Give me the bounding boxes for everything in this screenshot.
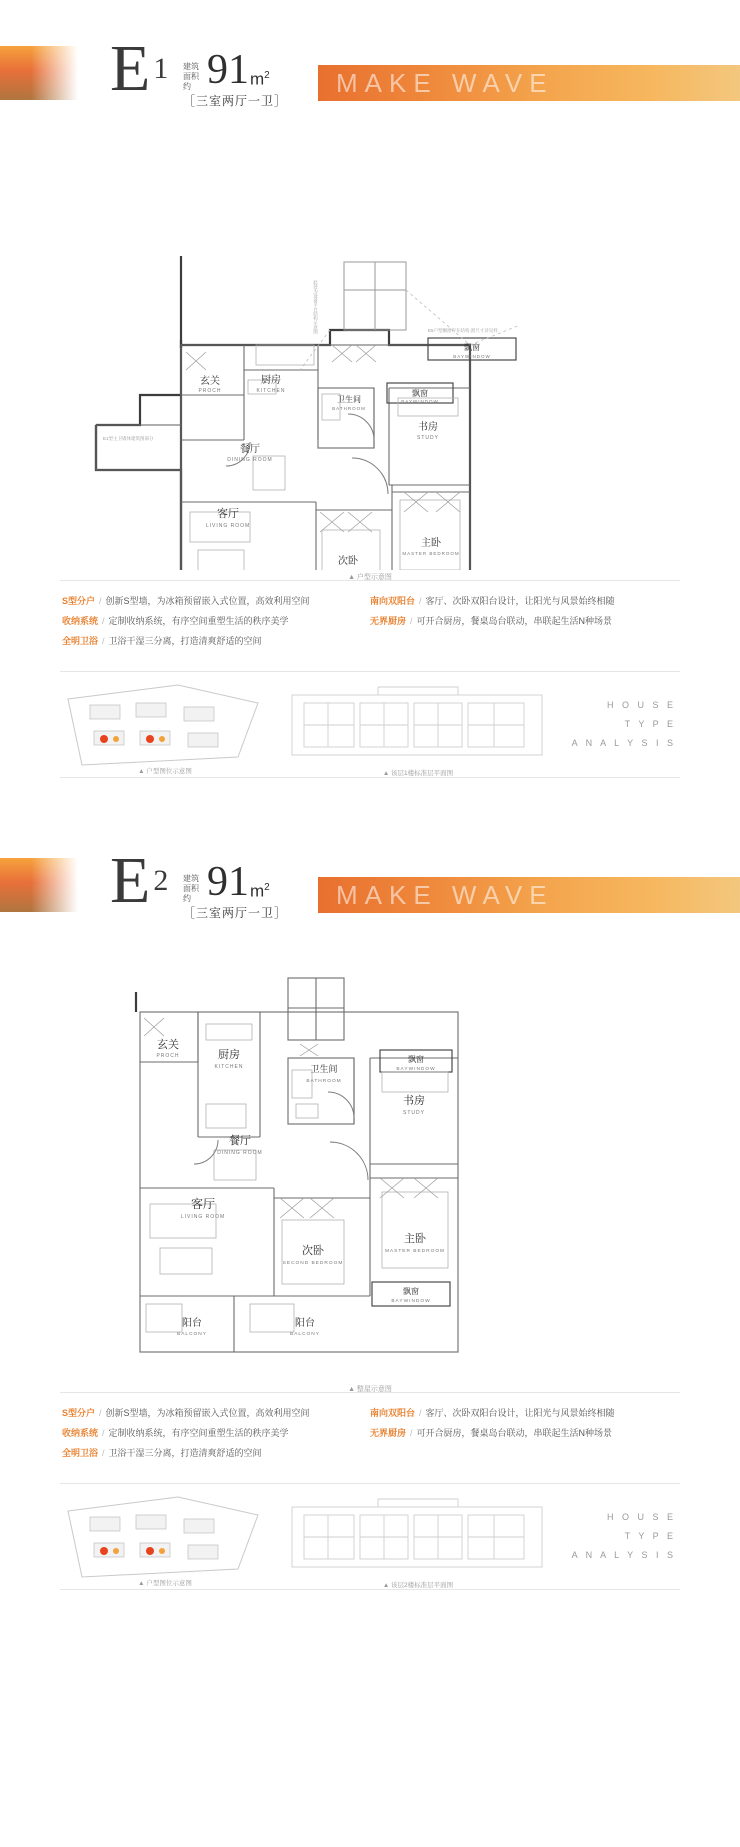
svg-text:厨房: 厨房 [261,375,281,386]
svg-text:玄关: 玄关 [200,376,220,387]
svg-text:主卧: 主卧 [404,1233,426,1245]
site-position-caption: ▲ 户型图位示意图 [138,767,192,775]
feature-value: 可开合厨房，餐桌岛台联动，串联起生活N种场景 [416,616,613,626]
svg-text:E5户型飘窗存在结构,窗尺寸详见样: E5户型飘窗存在结构,窗尺寸详见样 [428,328,498,333]
area-unit-text: m [250,69,265,89]
feature-separator: / [99,1408,102,1418]
area-label-line2: 面积约 [183,72,199,91]
unit-type-code [110,844,169,917]
page-spacer [0,778,740,812]
svg-text:STUDY: STUDY [403,1110,425,1116]
svg-text:卫生间: 卫生间 [310,1064,338,1074]
feature-separator: / [410,616,413,626]
floorplan-caption: ▲ 整屋示意图 [348,1386,392,1393]
svg-text:飘窗: 飘窗 [412,389,428,398]
header-gradient-fade [0,46,78,100]
svg-text:厨房: 厨房 [218,1049,240,1061]
svg-text:书房: 书房 [418,422,438,433]
svg-text:BALCONY: BALCONY [290,1332,320,1337]
feature-value: 可开合厨房，餐桌岛台联动，串联起生活N种场景 [416,1428,613,1438]
unit-type-letter: E [110,32,152,105]
feature-separator: / [102,1428,105,1438]
svg-text:DINING ROOM: DINING ROOM [217,1150,263,1156]
unit-type-index: 2 [153,864,169,897]
page-header-e2 [0,830,740,938]
area-label-line1: 建筑 [183,62,199,71]
room-count-label: ［三室两厅一卫］ [183,94,288,108]
area-unit [250,66,270,90]
site-position-caption: ▲ 户型图位示意图 [138,1579,192,1587]
feature-column-left [62,595,370,655]
page-header-e1 [0,18,740,126]
feature-key: 无界厨房 [370,1428,407,1438]
svg-text:MASTER BEDROOM: MASTER BEDROOM [402,551,460,556]
area-label [183,62,205,92]
standard-floor-plan-caption: ▲ 该层1楼标准层平面图 [382,769,454,777]
analysis-title-line2: T Y P E [624,1531,676,1541]
standard-floor-plan-diagram [278,677,558,777]
analysis-title-line1: H O U S E [606,1512,676,1522]
floorplan-drawing-e2 [0,952,740,1393]
standard-floor-plan-caption: ▲ 该层2楼标准层平面图 [382,1581,454,1589]
feature-separator: / [410,1428,413,1438]
svg-text:SECOND BEDROOM: SECOND BEDROOM [282,1261,344,1266]
room-count-label: ［三室两厅一卫］ [183,906,288,920]
svg-text:MASTER BEDROOM: MASTER BEDROOM [384,1249,446,1254]
feature-value: 卫浴干湿三分离，打造清爽舒适的空间 [108,636,262,646]
feature-list-e2 [0,1393,740,1479]
feature-key: 收纳系统 [62,616,99,626]
svg-text:阳台: 阳台 [295,1318,315,1329]
svg-text:此处为设备平台结构示意图: 此处为设备平台结构示意图 [313,280,319,334]
feature-separator: / [419,1408,422,1418]
svg-text:E1型主卫墙体建筑图部分: E1型主卫墙体建筑图部分 [103,436,154,441]
svg-text:阳台: 阳台 [182,1318,202,1329]
svg-text:飘窗: 飘窗 [408,1055,424,1064]
unit-type-letter: E [110,844,152,917]
site-position-diagram [60,679,270,775]
feature-key: 无界厨房 [370,616,407,626]
area-value: 91 [207,859,249,905]
svg-text:客厅: 客厅 [217,508,239,520]
header-wave-text: MAKE WAVE [336,879,554,910]
svg-text:STUDY: STUDY [417,435,439,441]
feature-item [62,595,370,608]
svg-text:书房: 书房 [403,1095,425,1107]
feature-item [370,615,678,628]
analysis-band-e1 [60,671,680,778]
site-position-diagram [60,1491,270,1587]
floorplan-page-e2 [0,830,740,1590]
unit-type-index: 1 [153,52,169,85]
feature-key: 南向双阳台 [370,1408,416,1418]
feature-list-e1 [0,581,740,667]
svg-text:DINING ROOM: DINING ROOM [227,457,273,463]
analysis-title-line3: A N A L Y S I S [571,1550,676,1560]
feature-separator: / [102,636,105,646]
feature-item [62,615,370,628]
svg-text:玄关: 玄关 [157,1039,179,1051]
area-block [183,48,270,92]
svg-text:LIVING ROOM: LIVING ROOM [205,523,251,529]
area-label-line2: 面积约 [183,884,199,903]
floorplan-caption: ▲ 户型示意图 [348,574,392,581]
unit-type-code [110,32,169,105]
feature-column-left [62,1407,370,1467]
feature-key: 南向双阳台 [370,596,416,606]
analysis-title-line3: A N A L Y S I S [571,738,676,748]
feature-item [370,595,678,608]
feature-value: 创新S型墙，为冰箱预留嵌入式位置，高效利用空间 [105,1408,310,1418]
feature-column-right [370,1407,678,1467]
feature-item [62,1427,370,1440]
feature-separator: / [419,596,422,606]
feature-separator: / [99,596,102,606]
svg-text:BALCONY: BALCONY [177,1332,207,1337]
feature-key: 收纳系统 [62,1428,99,1438]
svg-text:主卧: 主卧 [421,538,441,549]
feature-value: 客厅、次卧双阳台设计，让阳光与风景始终相随 [425,1408,615,1418]
feature-value: 客厅、次卧双阳台设计，让阳光与风景始终相随 [425,596,615,606]
feature-value: 定制收纳系统，有序空间重塑生活的秩序美学 [108,1428,289,1438]
feature-key: 全明卫浴 [62,1448,99,1458]
feature-key: S型分户 [62,1408,96,1418]
area-label [183,874,205,904]
feature-item [370,1407,678,1420]
analysis-title [572,696,680,753]
svg-text:LIVING ROOM: LIVING ROOM [180,1214,226,1220]
feature-separator: / [102,1448,105,1458]
feature-separator: / [102,616,105,626]
area-unit-text: m [250,881,265,901]
svg-text:飘窗: 飘窗 [464,343,480,352]
feature-item [370,1427,678,1440]
svg-text:BAYWINDOW: BAYWINDOW [396,1067,436,1072]
svg-text:次卧: 次卧 [302,1245,324,1257]
feature-value: 定制收纳系统，有序空间重塑生活的秩序美学 [108,616,289,626]
svg-text:飘窗: 飘窗 [403,1287,419,1296]
svg-text:次卧: 次卧 [338,556,358,567]
standard-floor-plan-diagram [278,1489,558,1589]
feature-value: 创新S型墙，为冰箱预留嵌入式位置，高效利用空间 [105,596,310,606]
feature-item [62,1447,370,1460]
analysis-title [572,1508,680,1565]
feature-column-right [370,595,678,655]
svg-text:BAYWINDOW: BAYWINDOW [391,1299,431,1304]
svg-text:PROCH: PROCH [156,1053,180,1059]
area-label-line1: 建筑 [183,874,199,883]
feature-value: 卫浴干湿三分离，打造清爽舒适的空间 [108,1448,262,1458]
svg-text:BATHROOM: BATHROOM [306,1079,342,1084]
svg-text:餐厅: 餐厅 [240,444,260,455]
svg-text:KITCHEN: KITCHEN [256,388,286,394]
svg-text:餐厅: 餐厅 [229,1135,251,1147]
area-unit-sup: 2 [264,70,270,81]
feature-item [62,635,370,648]
header-wave-text: MAKE WAVE [336,67,554,98]
analysis-title-line2: T Y P E [624,719,676,729]
svg-text:客厅: 客厅 [190,1197,216,1211]
area-value: 91 [207,47,249,93]
area-unit [250,878,270,902]
feature-key: 全明卫浴 [62,636,99,646]
svg-text:BATHROOM: BATHROOM [332,406,366,411]
analysis-title-line1: H O U S E [606,700,676,710]
area-block [183,860,270,904]
feature-key: S型分户 [62,596,96,606]
svg-text:SECOND BEDROOM [319,569,377,570]
header-gradient-fade [0,858,78,912]
analysis-band-e2 [60,1483,680,1590]
floorplan-drawing-e1 [0,140,740,581]
svg-text:卫生间: 卫生间 [337,395,361,404]
area-unit-sup: 2 [264,882,270,893]
feature-item [62,1407,370,1420]
svg-text:PROCH: PROCH [198,388,222,394]
floorplan-page-e1 [0,18,740,812]
svg-text:KITCHEN: KITCHEN [214,1064,244,1070]
svg-text:BAYWINDOW: BAYWINDOW [453,354,491,359]
svg-text:BAYWINDOW: BAYWINDOW [401,399,439,404]
